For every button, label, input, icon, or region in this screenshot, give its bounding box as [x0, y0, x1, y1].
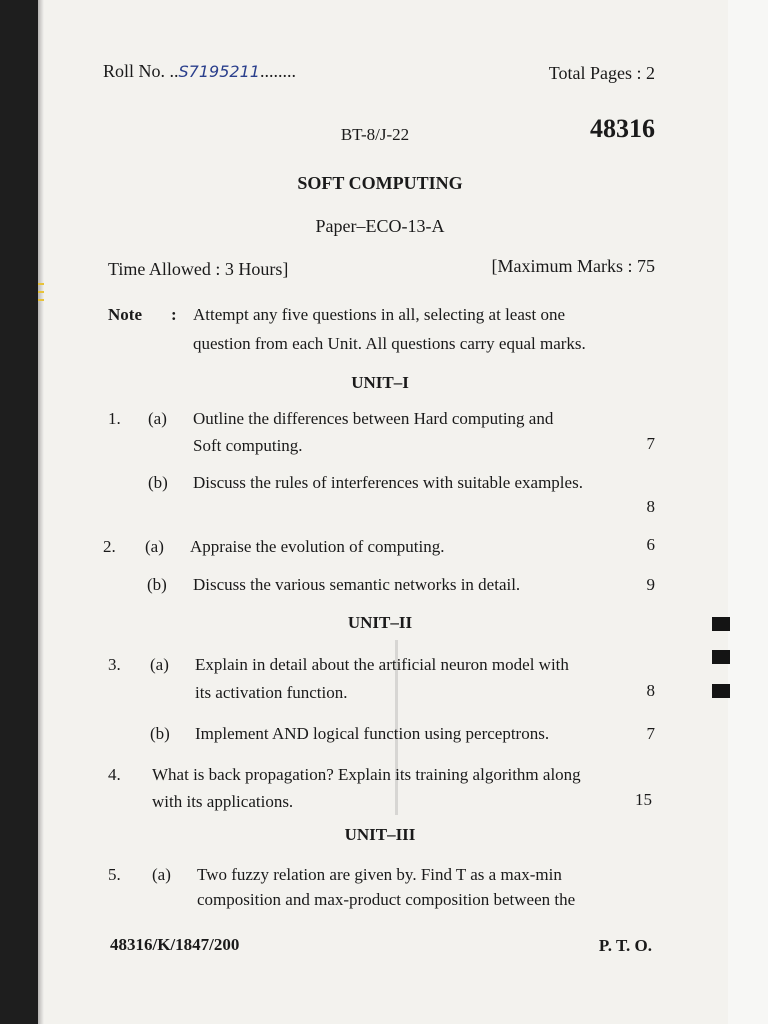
- subpart-label: (b): [150, 724, 170, 743]
- paper-number: 48316: [590, 114, 655, 143]
- question-text: Discuss the various semantic networks in detail.: [193, 575, 521, 594]
- paper-edge-shadow: [38, 0, 44, 1024]
- question-number: 4.: [108, 765, 121, 784]
- subpart-label: (a): [150, 655, 169, 674]
- roll-number-value: S7195211: [178, 62, 260, 81]
- paper-code: Paper–ECO-13-A: [315, 216, 445, 236]
- question-marks: 15: [635, 790, 652, 809]
- unit-3-heading: UNIT–III: [344, 825, 416, 844]
- question-marks: 9: [646, 575, 655, 594]
- question-text: Discuss the rules of interferences with suitable examples.: [193, 473, 583, 492]
- subpart-label: (a): [152, 865, 171, 884]
- note-colon: :: [171, 305, 177, 324]
- roll-dots: ........: [259, 61, 296, 81]
- scan-marker: [712, 617, 730, 631]
- exam-code: BT-8/J-22: [340, 125, 410, 144]
- edge-mark: [38, 299, 44, 301]
- question-text: Appraise the evolution of computing.: [190, 537, 445, 556]
- question-text: with its applications.: [152, 792, 294, 811]
- unit-1-heading: UNIT–I: [351, 373, 409, 392]
- footer-code: 48316/K/1847/200: [110, 935, 240, 954]
- subpart-label: (a): [148, 409, 167, 428]
- question-text: Soft computing.: [193, 436, 303, 455]
- subpart-label: (b): [148, 473, 168, 492]
- page-margin-strip: [728, 0, 768, 1024]
- total-pages: Total Pages : 2: [548, 63, 655, 83]
- question-text: Two fuzzy relation are given by. Find T as a max-min: [197, 865, 562, 884]
- question-marks: 7: [646, 724, 655, 743]
- question-number: 5.: [108, 865, 121, 884]
- note-line-2: question from each Unit. All questions carry equal marks.: [193, 334, 586, 353]
- question-number: 2.: [103, 537, 116, 556]
- roll-number-line: [103, 61, 296, 82]
- question-marks: 8: [646, 681, 655, 700]
- scan-marker: [712, 650, 730, 664]
- scan-marker: [712, 684, 730, 698]
- question-marks: 8: [646, 497, 655, 516]
- question-marks: 6: [646, 535, 655, 554]
- subject-title: SOFT COMPUTING: [297, 173, 463, 193]
- subpart-label: (b): [147, 575, 167, 594]
- question-text: Explain in detail about the artificial neuron model with: [195, 655, 569, 674]
- question-text: its activation function.: [195, 683, 348, 702]
- question-text: Outline the differences between Hard computing and: [193, 409, 554, 428]
- question-number: 1.: [108, 409, 121, 428]
- time-allowed: Time Allowed : 3 Hours]: [108, 259, 289, 279]
- unit-2-heading: UNIT–II: [347, 613, 413, 632]
- please-turn-over: P. T. O.: [598, 936, 652, 955]
- question-text: composition and max-product composition between the: [197, 890, 576, 909]
- roll-label: Roll No. ..: [103, 61, 179, 81]
- maximum-marks: [Maximum Marks : 75: [491, 256, 655, 276]
- question-text: What is back propagation? Explain its training algorithm along: [152, 765, 581, 784]
- edge-mark: [38, 291, 44, 293]
- question-marks: 7: [646, 434, 655, 453]
- question-text: Implement AND logical function using perceptrons.: [195, 724, 550, 743]
- note-line-1: Attempt any five questions in all, selecting at least one: [193, 305, 566, 324]
- question-number: 3.: [108, 655, 121, 674]
- edge-mark: [38, 283, 44, 285]
- note-label: Note: [108, 305, 142, 324]
- subpart-label: (a): [145, 537, 164, 556]
